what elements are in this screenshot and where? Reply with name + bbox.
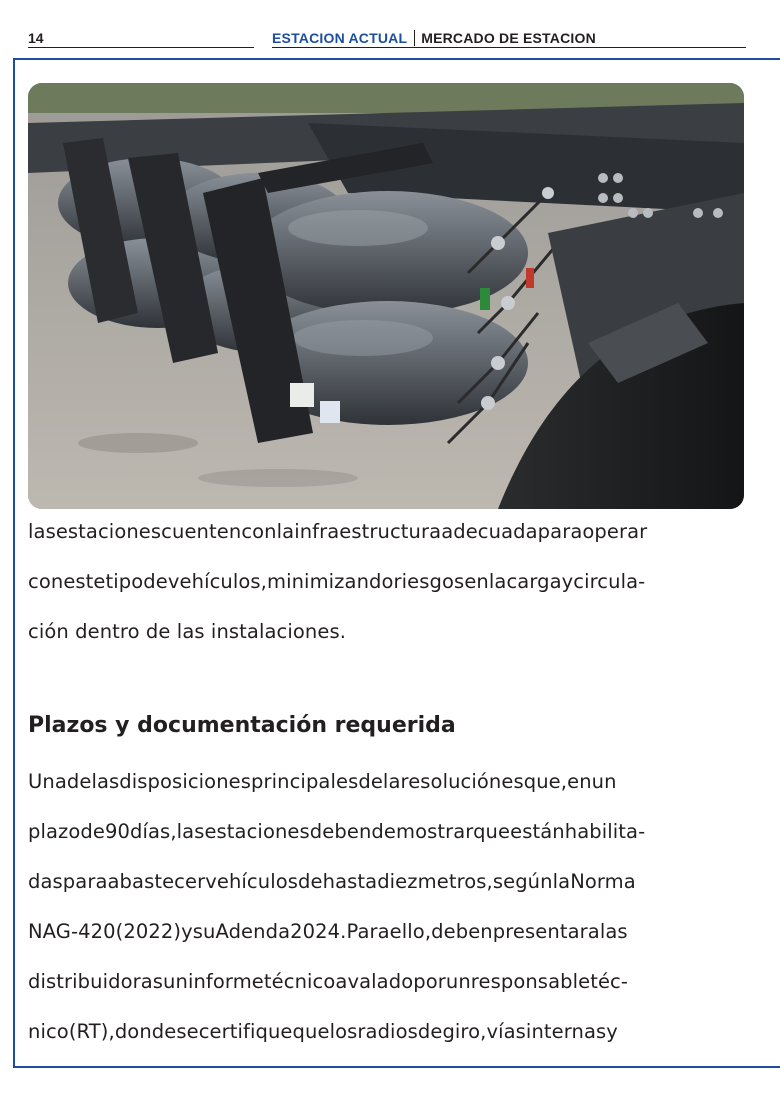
section-heading: Plazos y documentación requerida xyxy=(28,713,456,738)
running-header xyxy=(272,30,596,46)
text-line: nico(RT),dondesecertifiquequelosradiosdegiro,víasinternasy xyxy=(28,1020,618,1043)
paragraph-2 xyxy=(28,757,745,1057)
paragraph-1 xyxy=(28,507,745,657)
text-line: Unadelasdisposicionesprincipalesdelaresoluciónesque,enun xyxy=(28,770,617,793)
text-line: ción dentro de las instalaciones. xyxy=(28,620,347,643)
header-separator xyxy=(414,30,415,46)
page-number: 14 xyxy=(28,30,44,46)
text-line: distribuidorasuninformetécnicoavaladoporunresponsabletéc- xyxy=(28,970,629,993)
text-line: conestetipodevehículos,minimizandoriesgosenlacargaycircula- xyxy=(28,570,646,593)
text-line: plazode90días,lasestacionesdebendemostrarqueestánhabilita- xyxy=(28,820,646,843)
text-line: dasparaabastecervehículosdehastadiezmetros,segúnlaNorma xyxy=(28,870,636,893)
section-name: MERCADO DE ESTACION xyxy=(421,30,596,46)
header-rule-left xyxy=(28,47,254,48)
text-line: lasestacionescuentenconlainfraestructuraadecuadaparaoperar xyxy=(28,520,648,543)
article-photo xyxy=(28,83,744,509)
publication-name: ESTACION ACTUAL xyxy=(272,30,408,46)
text-line: NAG-420(2022)ysuAdenda2024.Paraello,debenpresentaralas xyxy=(28,920,628,943)
header-rule-right xyxy=(272,47,746,48)
